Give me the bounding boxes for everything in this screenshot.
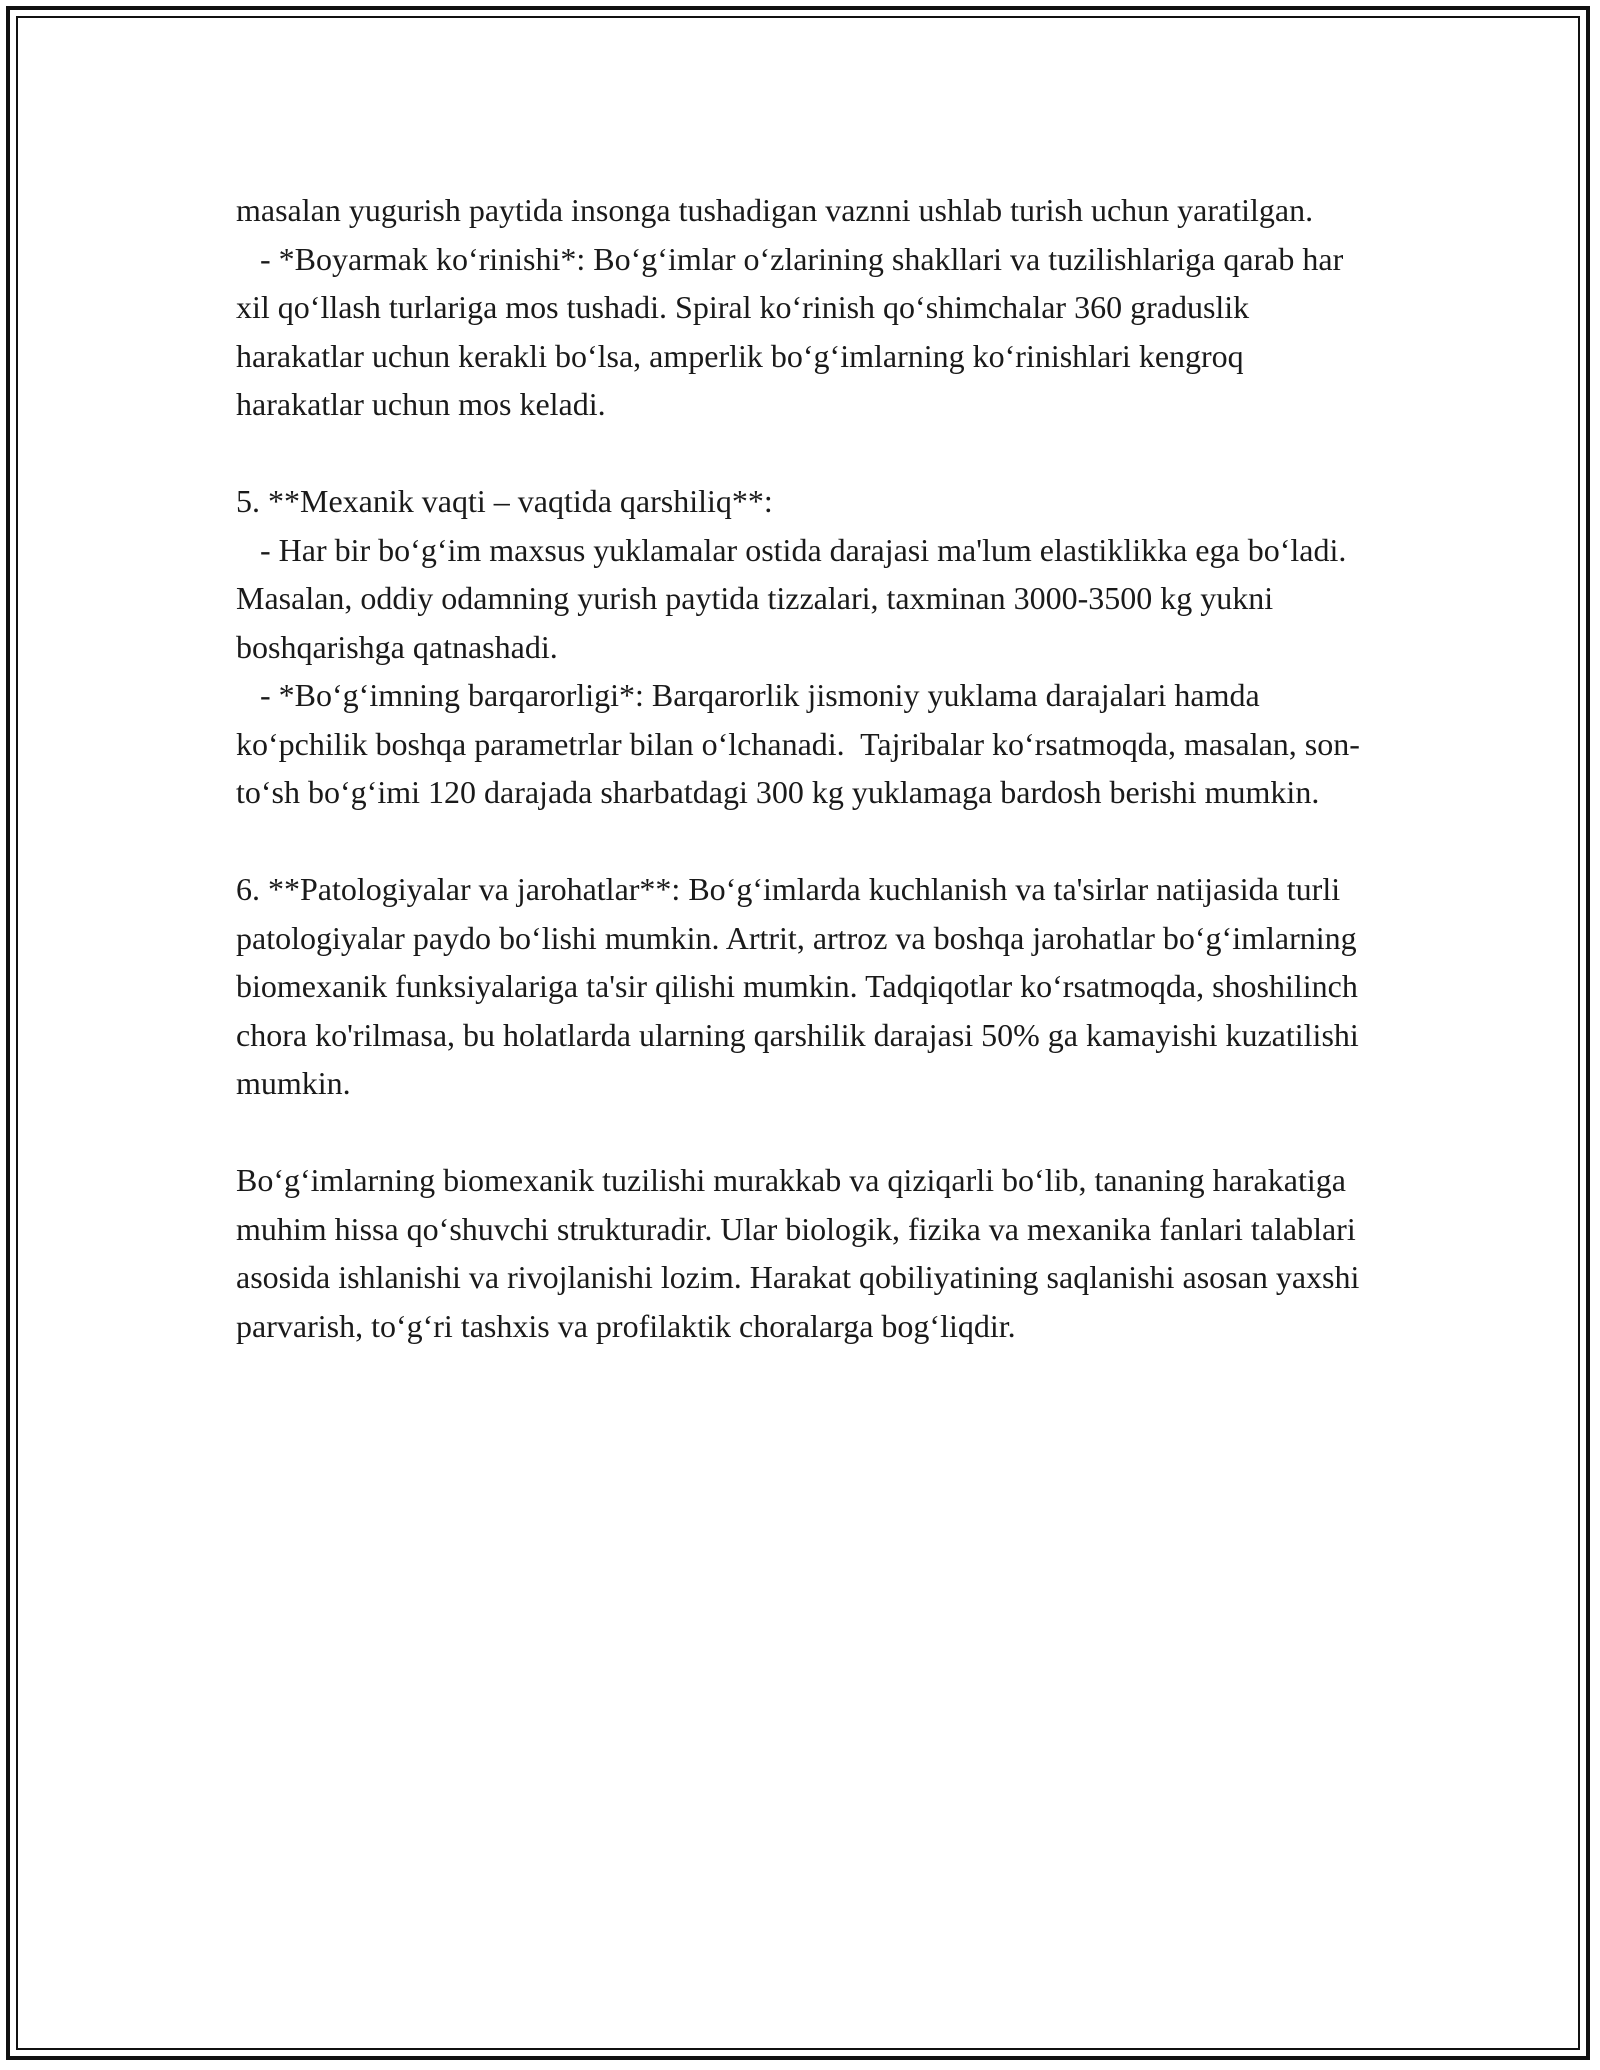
- document-body: [236, 186, 1366, 1350]
- paragraph-conclusion: Bo‘g‘imlarning biomexanik tuzilishi murakkab va qiziqarli bo‘lib, tananing harakatiga muhim hissa qo‘shuvchi strukturadir. Ular biologik, fizika va mexanika fanlari talablari asosida ishlanishi va rivojlanishi lozim. Harakat qobiliyatining saqlanishi asosan yaxshi parvarish, to‘g‘ri tashxis va profilaktik choralarga bog‘liqdir.: [236, 1162, 1368, 1344]
- section-6-pathologies: 6. **Patologiyalar va jarohatlar**: Bo‘g‘imlarda kuchlanish va ta'sirlar natijasida turli patologiyalar paydo bo‘lishi mumkin. Artrit, artroz va boshqa jarohatlar bo‘g‘imlarning biomexanik funksiyalariga ta'sir qilishi mumkin. Tadqiqotlar ko‘rsatmoqda, shoshilinch chora ko'rilmasa, bu holatlarda ularning qarshilik darajasi 50% ga kamayishi kuzatilishi mumkin.: [236, 871, 1367, 1101]
- section-heading-5: 5. **Mexanik vaqti – vaqtida qarshiliq**:: [236, 483, 773, 519]
- paragraph-stability: - *Bo‘g‘imning barqarorligi*: Barqarorlik jismoniy yuklama darajalari hamda ko‘pchilik boshqa parametrlar bilan o‘lchanadi. Tajribalar ko‘rsatmoqda, masalan, son-to‘sh bo‘g‘imi 120 darajada sharbatdagi 300 kg yuklamaga bardosh berishi mumkin.: [236, 677, 1360, 810]
- paragraph-spacer: [236, 1108, 1366, 1157]
- paragraph-spacer: [236, 429, 1366, 478]
- paragraph-continuation: masalan yugurish paytida insonga tushadigan vaznni ushlab turish uchun yaratilgan.: [236, 192, 1314, 228]
- paragraph-elasticity: - Har bir bo‘g‘im maxsus yuklamalar ostida darajasi ma'lum elastiklikka ega bo‘ladi. Masalan, oddiy odamning yurish paytida tizzalari, taxminan 3000-3500 kg yukni boshqarishga qatnashadi.: [236, 531, 1355, 665]
- paragraph-boyarmak: - *Boyarmak ko‘rinishi*: Bo‘g‘imlar o‘zlarining shakllari va tuzilishlariga qarab har xil qo‘llash turlariga mos tushadi. Spiral ko‘rinish qo‘shimchalar 360 graduslik harakatlar uchun kerakli bo‘lsa, amperlik bo‘g‘imlarning ko‘rinishlari kengroq harakatlar uchun mos keladi.: [236, 240, 1352, 422]
- paragraph-spacer: [236, 817, 1366, 866]
